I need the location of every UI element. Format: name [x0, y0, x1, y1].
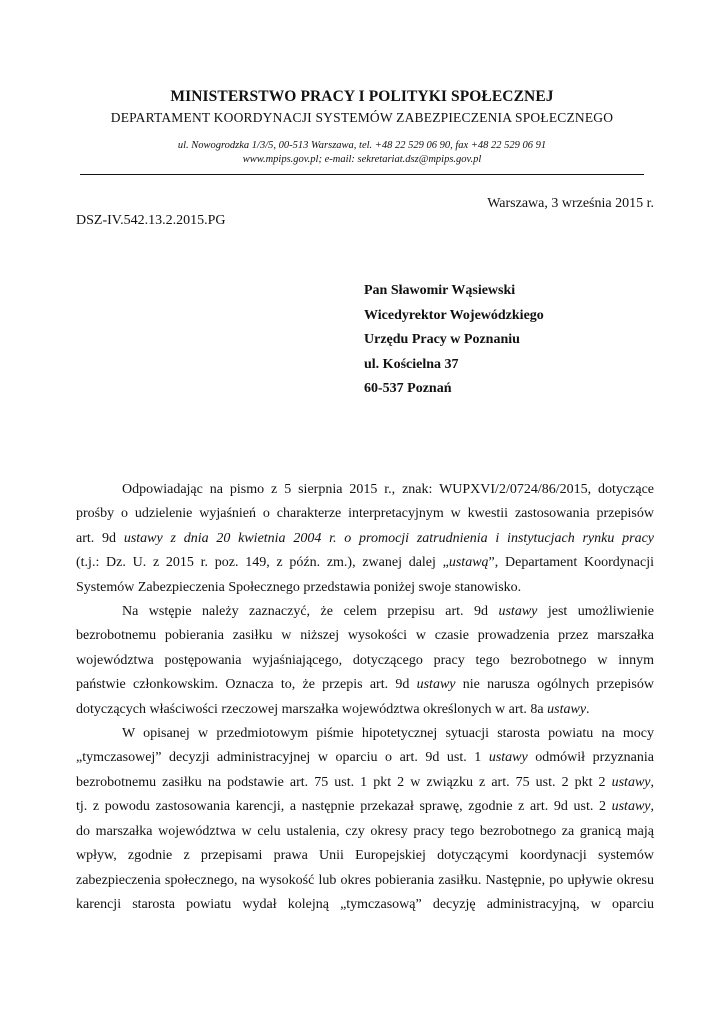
recipient-street: ul. Kościelna 37	[364, 356, 459, 372]
text-line	[76, 576, 654, 600]
text-run: .	[586, 701, 590, 717]
italic-term: ustawą	[448, 555, 489, 571]
letter-date: Warszawa, 3 września 2015 r.	[487, 196, 654, 211]
letterhead	[80, 88, 644, 167]
italic-term: ustawy	[547, 701, 587, 717]
text-run: Systemów Zabezpieczenia Społecznego przedstawia poniżej swoje stanowisko.	[76, 579, 522, 595]
text-line	[76, 673, 654, 697]
text-run: państwie członkowskim. Oznacza to, że przepis art. 9d	[76, 677, 417, 693]
text-line	[76, 771, 654, 795]
text-run: bezrobotnemu pobierania zasiłku w niższej wysokości w czasie prowadzenia przez marszałka	[76, 628, 654, 644]
text-line	[76, 746, 654, 770]
text-run: jest umożliwienie	[537, 604, 654, 620]
text-line	[76, 869, 654, 893]
text-run: dotyczących właściwości rzeczowej marszałka województwa określonych w art. 8a	[76, 701, 548, 717]
text-run: W opisanej w przedmiotowym piśmie hipotetycznej sytuacji starosta powiatu na mocy	[122, 726, 654, 742]
text-run: zabezpieczenia społecznego, na wysokość lub okres pobierania zasiłku. Następnie, po upływie okresu	[76, 872, 654, 888]
text-run: art. 9d	[76, 530, 124, 546]
text-line	[76, 527, 654, 551]
text-line	[76, 698, 654, 722]
text-line	[76, 478, 654, 502]
text-line	[76, 844, 654, 868]
ministry-name: MINISTERSTWO PRACY I POLITYKI SPOŁECZNEJ	[170, 88, 554, 105]
text-line	[76, 722, 654, 746]
paragraph-3	[76, 722, 654, 917]
text-line	[76, 795, 654, 819]
recipient-block	[364, 279, 544, 402]
text-line	[76, 624, 654, 648]
text-run: ”, Departament Koordynacji	[488, 555, 654, 571]
text-run: Na wstępie należy zaznaczyć, że celem przepisu art. 9d	[122, 604, 499, 620]
text-line	[76, 649, 654, 673]
header-divider	[80, 174, 644, 175]
italic-term: ustawy	[611, 774, 651, 790]
recipient-city: 60-537 Poznań	[364, 381, 452, 396]
letter-body	[76, 478, 654, 917]
text-run: Odpowiadając na pismo z 5 sierpnia 2015 r., znak: WUPXVI/2/0724/86/2015, dotyczące	[122, 482, 654, 497]
text-run: województwa postępowania wyjaśniającego, dotyczącego pracy tego bezrobotnego w innym	[76, 652, 654, 668]
text-line	[76, 502, 654, 526]
text-run: „tymczasowej” decyzji administracyjnej w oparciu o art. 9d ust. 1	[76, 750, 489, 766]
text-run: wpływ, zgodnie z przepisami prawa Unii Europejskiej dotyczącymi koordynacji systemów	[76, 848, 654, 864]
text-line	[76, 820, 654, 844]
text-run: bezrobotnemu zasiłku na podstawie art. 75 ust. 1 pkt 2 w związku z art. 75 ust. 2 pkt 2	[76, 774, 612, 790]
text-run: nie narusza ogólnych przepisów	[455, 677, 654, 693]
paragraph-2	[76, 600, 654, 722]
contact-line: www.mpips.gov.pl; e-mail: sekretariat.dsz@mpips.gov.pl	[242, 154, 482, 165]
text-run: prośby o udzielenie wyjaśnień o charakterze interpretacyjnym w kwestii zastosowania przepisów	[76, 506, 654, 522]
recipient-name: Pan Sławomir Wąsiewski	[364, 283, 516, 298]
text-run: ,	[650, 799, 654, 815]
text-run: (t.j.: Dz. U. z 2015 r. poz. 149, z późn. zm.), zwanej dalej „	[76, 555, 449, 571]
address-line: ul. Nowogrodzka 1/3/5, 00-513 Warszawa, tel. +48 22 529 06 90, fax +48 22 529 06 91	[177, 140, 547, 151]
text-line	[76, 893, 654, 917]
italic-term: ustawy	[488, 750, 528, 766]
department-name: DEPARTAMENT KOORDYNACJI SYSTEMÓW ZABEZPIECZENIA SPOŁECZNEGO	[110, 110, 614, 125]
letterhead-address	[80, 139, 644, 167]
text-run: ,	[650, 774, 654, 790]
italic-term: ustawy	[611, 799, 651, 815]
act-title: ustawy z dnia 20 kwietnia 2004 r. o promocji zatrudnienia i instytucjach rynku pracy	[123, 530, 654, 546]
text-line	[76, 551, 654, 575]
italic-term: ustawy	[498, 604, 538, 620]
text-line	[76, 600, 654, 624]
text-run: tj. z powodu zastosowania karencji, a następnie przekazał sprawę, zgodnie z art. 9d ust. 2	[76, 799, 612, 815]
paragraph-1	[76, 478, 654, 600]
recipient-office: Urzędu Pracy w Poznaniu	[364, 332, 520, 347]
text-run: odmówił przyznania	[527, 750, 655, 766]
text-run: do marszałka województwa w celu ustalenia, czy okresy pracy tego bezrobotnego za granicą mają	[76, 823, 654, 839]
text-run: karencji starosta powiatu wydał kolejną „tymczasową” decyzję administracyjną, w oparciu	[76, 896, 654, 912]
italic-term: ustawy	[416, 677, 456, 693]
recipient-title: Wicedyrektor Wojewódzkiego	[364, 307, 544, 323]
reference-number: DSZ-IV.542.13.2.2015.PG	[76, 213, 226, 228]
